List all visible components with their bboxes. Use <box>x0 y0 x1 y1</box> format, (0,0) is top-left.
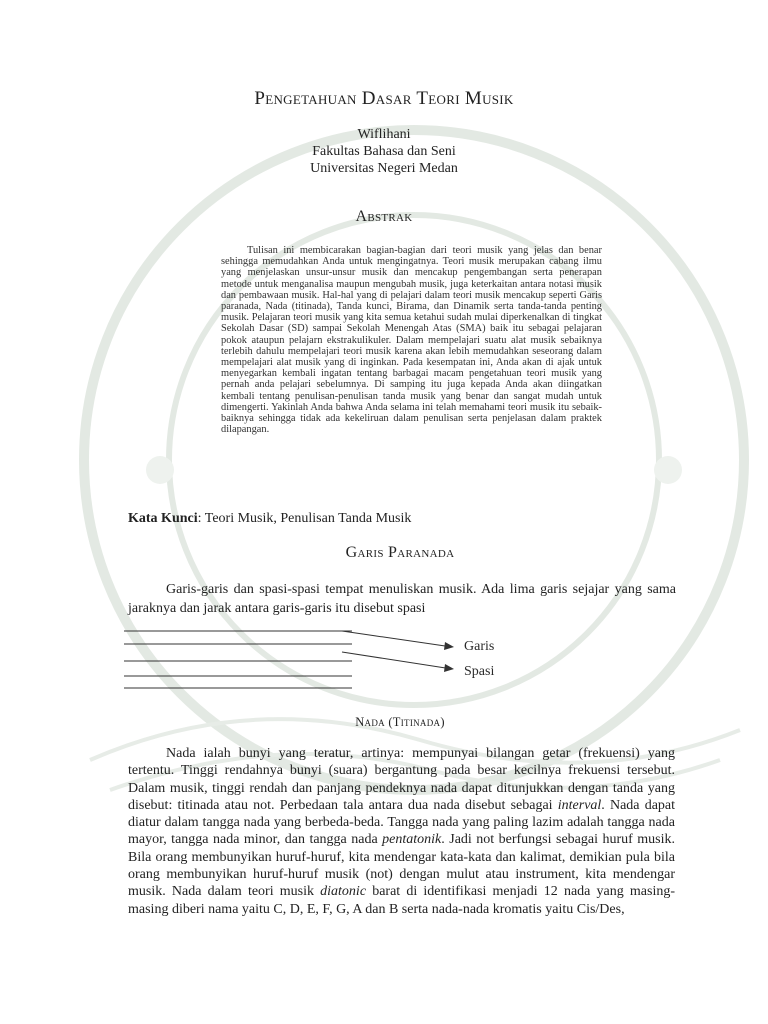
section-nada-text <box>128 745 675 918</box>
label-garis: Garis <box>464 639 495 654</box>
author-university: Universitas Negeri Medan <box>310 161 458 176</box>
nada-text-3: . Jadi not berfungsi sebagai huruf musik. Bila orang membunyikan huruf-huruf, kita mendengar kata-kata dan kalimat, demikian pula bila orang membunyikan huruf-huruf musik (not) dengan mulut atau instrument, kita mendengar musik. Nada dalam teori musik <box>128 832 675 900</box>
abstract-body: Tulisan ini membicarakan bagian-bagian dari teori musik yang jelas dan benar sehingga memudahkan Anda untuk mengingatnya. Teori musik merupakan cabang ilmu yang menjelaskan unsur-unsur musik dan mencakup pengembangan serta penerapan metode untuk menganalisa maupun mengubah musik, juga keterkaitan antara notasi musik dan pembawaan musik. Hal-hal yang di pelajari dalam teori musik mencakup seperti Garis paranada, Nada (titinada), Tanda kunci, Birama, dan Dinamik serta tanda-tanda penting musik. Pelajaran teori musik yang kita semua ketahui sudah mulai diperkenalkan di tingkat Sekolah Dasar (SD) sampai Sekolah Menengah Atas (SMA) baik itu sebagai pelajaran pokok ataupun pelajarn ekstrakulikuler. Dalam mempelajari suatu alat musik sebaiknya terlebih dahulu mempelajari teori musik karena akan lebih memudahkan seseorang dalam mempelajari alat musik yang di inginkan. Pada kesempatan ini, Anda akan di ajak untuk menyegarkan kembali ingatan tentang barbagai macam pengetahuan teori musik yang pernah anda pelajari sebelumnya. Di samping itu juga kepada Anda akan diingatkan kembali tentang penulisan-penulisan tanda musik yang benar dan sangat mudah untuk dimengerti. Yakinlah Anda bahwa Anda selama ini telah memahami teori musik itu sebaik-baiknya sehingga tidak ada kekeliruan dalam penulisan serta penjelasan dalam praktek dilapangan. <box>221 245 602 436</box>
section-garis-heading: Garis Paranada <box>345 544 455 561</box>
arrow-spasi <box>342 652 452 669</box>
staff-diagram <box>120 622 520 697</box>
author-block <box>0 126 768 177</box>
nada-text-1: Nada ialah bunyi yang teratur, artinya: mempunyai bilangan getar (frekuensi) yang tertentu. Tinggi rendahnya bunyi (suara) bergantung pada besar kecilnya frekuensi tersebut. Dalam musik, tinggi rendah dan panjang pendeknya nada dapat ditunjukkan dengan tanda yang disebut: titinada atau not. Perbedaan tala antara dua nada disebut sebagai <box>128 746 675 813</box>
arrow-garis <box>342 631 452 647</box>
section-garis-text <box>128 580 676 618</box>
keywords-value: : Teori Musik, Penulisan Tanda Musik <box>197 511 412 526</box>
nada-text-2: . Nada dapat diatur dalam tangga nada yang berbeda-beda. Tangga nada yang paling lazim adalah tangga nada mayor, tangga nada minor, dan tangga nada <box>128 797 676 848</box>
nada-term-pentatonik: pentatonik <box>382 832 442 848</box>
label-spasi: Spasi <box>464 664 495 679</box>
keywords <box>128 511 411 527</box>
section-garis-body: Garis-garis dan spasi-spasi tempat menuliskan musik. Ada lima garis sejajar yang sama jaraknya dan jarak antara garis-garis itu disebut spasi <box>128 582 676 616</box>
keywords-label: Kata Kunci <box>128 511 198 526</box>
arrowhead-spasi <box>444 664 454 672</box>
paper-title: Pengetahuan Dasar Teori Musik <box>254 88 514 109</box>
section-nada-heading: Nada (Titinada) <box>355 715 445 729</box>
author-faculty: Fakultas Bahasa dan Seni <box>312 144 456 159</box>
nada-text-4: barat di identifikasi menjadi 12 nada yang masing-masing diberi nama yaitu C, D, E, F, G, A dan B serta nada-nada kromatis yaitu Cis/Des, <box>128 884 676 917</box>
nada-term-interval: interval <box>557 797 602 813</box>
arrowhead-garis <box>444 642 454 650</box>
nada-term-diatonic: diatonic <box>320 884 367 900</box>
abstract-heading: Abstrak <box>355 208 413 225</box>
abstract-text <box>221 245 602 435</box>
author-name: Wiflihani <box>357 127 411 142</box>
